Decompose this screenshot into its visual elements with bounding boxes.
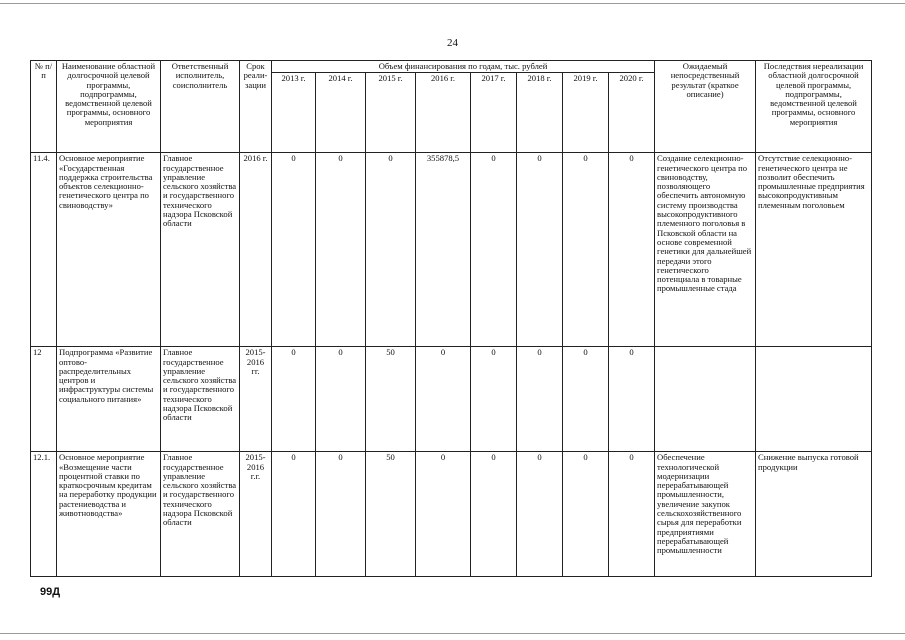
row-consequences — [756, 347, 872, 452]
header-year: 2016 г. — [416, 73, 471, 153]
row-value: 0 — [416, 347, 471, 452]
row-value: 0 — [471, 347, 517, 452]
header-consequences: Последствия нереализации областной долгосрочной целевой программы, подпрограммы, ведомственной целевой программы, основного мероприятия — [756, 61, 872, 153]
row-value: 0 — [609, 452, 655, 577]
table-row — [31, 153, 872, 347]
row-value: 0 — [563, 153, 609, 347]
row-value: 0 — [471, 452, 517, 577]
row-value: 0 — [316, 347, 366, 452]
row-result: Создание селекционно-генетического центра по свиноводству, позволяющего обеспечить автономную систему производства высокопродуктивного племенного поголовья в Псковской области на основе современной генетики для дальнейшей передачи этого генетического потенциала в товарные промышленные стада — [655, 153, 756, 347]
scan-edge-top — [0, 3, 905, 4]
row-value: 0 — [416, 452, 471, 577]
header-no: № п/п — [31, 61, 57, 153]
row-value: 0 — [272, 153, 316, 347]
row-value: 0 — [517, 153, 563, 347]
row-name: Основное мероприятие «Возмещение части процентной ставки по краткосрочным кредитам на переработку продукции растениеводства и животноводства» — [57, 452, 161, 577]
row-executor: Главное государственное управление сельского хозяйства и государственного технического надзора Псковской области — [161, 347, 240, 452]
row-consequences: Отсутствие селекционно-генетического центра не позволит обеспечить промышленные предприятия высокопродуктивным племенным поголовьем — [756, 153, 872, 347]
row-number: 12.1. — [31, 452, 57, 577]
row-name: Подпрограмма «Развитие оптово-распределительных центров и инфраструктуры системы социального питания» — [57, 347, 161, 452]
header-term: Срок реали-зации — [240, 61, 272, 153]
header-year: 2017 г. — [471, 73, 517, 153]
header-executor: Ответственный исполнитель, соисполнитель — [161, 61, 240, 153]
header-year: 2013 г. — [272, 73, 316, 153]
table-row — [31, 347, 872, 452]
row-number: 11.4. — [31, 153, 57, 347]
header-year: 2019 г. — [563, 73, 609, 153]
row-executor: Главное государственное управление сельского хозяйства и государственного технического надзора Псковской области — [161, 452, 240, 577]
program-table — [30, 60, 872, 577]
header-year: 2020 г. — [609, 73, 655, 153]
row-term: 2015-2016 г.г. — [240, 452, 272, 577]
row-value: 0 — [609, 347, 655, 452]
page-number: 24 — [447, 37, 458, 49]
row-result: Обеспечение технологической модернизации перерабатывающей промышленности, увеличение закупок сельскохозяйственного сырья для переработки предприятиями перерабатывающей промышленности — [655, 452, 756, 577]
row-number: 12 — [31, 347, 57, 452]
header-funding: Объем финансирования по годам, тыс. рублей — [272, 61, 655, 73]
row-value: 0 — [366, 153, 416, 347]
row-value: 0 — [316, 452, 366, 577]
header-row-1 — [31, 61, 872, 73]
header-year: 2018 г. — [517, 73, 563, 153]
row-value: 0 — [272, 347, 316, 452]
row-value: 0 — [563, 347, 609, 452]
row-value: 0 — [563, 452, 609, 577]
row-value: 50 — [366, 452, 416, 577]
row-term: 2016 г. — [240, 153, 272, 347]
row-value: 0 — [316, 153, 366, 347]
row-value: 0 — [609, 153, 655, 347]
row-value: 0 — [517, 347, 563, 452]
row-name: Основное мероприятие «Государственная поддержка строительства объектов селекционно-генетического центра по свиноводству» — [57, 153, 161, 347]
header-year: 2014 г. — [316, 73, 366, 153]
header-name: Наименование областной долгосрочной целевой программы, подпрограммы, ведомственной целевой программы, основного мероприятия — [57, 61, 161, 153]
row-result — [655, 347, 756, 452]
row-value: 50 — [366, 347, 416, 452]
footer-code: 99Д — [40, 586, 61, 598]
row-value: 0 — [517, 452, 563, 577]
row-value: 0 — [272, 452, 316, 577]
scan-edge-bottom — [0, 633, 905, 634]
table-row — [31, 452, 872, 577]
row-term: 2015-2016 гг. — [240, 347, 272, 452]
header-year: 2015 г. — [366, 73, 416, 153]
row-consequences: Снижение выпуска готовой продукции — [756, 452, 872, 577]
row-executor: Главное государственное управление сельского хозяйства и государственного технического надзора Псковской области — [161, 153, 240, 347]
row-value: 0 — [471, 153, 517, 347]
row-value: 355878,5 — [416, 153, 471, 347]
header-result: Ожидаемый непосредственный результат (краткое описание) — [655, 61, 756, 153]
